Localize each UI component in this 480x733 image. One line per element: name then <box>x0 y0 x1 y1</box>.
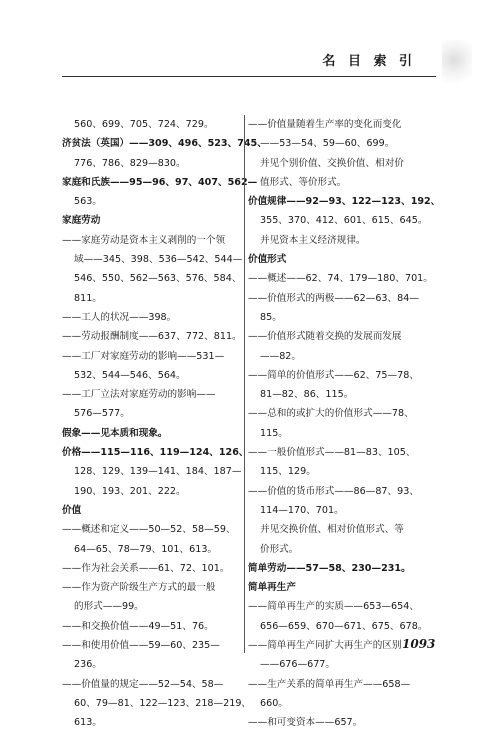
index-entry: 并见交换价值、相对价值形式、等 <box>260 524 404 536</box>
index-entry: 546、550、562—563、576、584、 <box>74 273 242 285</box>
index-entry: 64—65、78—79、101、613。 <box>74 543 218 555</box>
index-entry: 656—659、670—671、675、678。 <box>260 620 428 632</box>
index-heading: 简单劳动——57—58、230—231。 <box>248 562 411 574</box>
index-entry: ——价值形式随着交换的发展而发展 <box>248 331 402 343</box>
index-heading: 价值规律——92—93、122—123、192、 <box>248 196 441 208</box>
index-entry: ——总和的或扩大的价值形式——78、 <box>248 408 414 420</box>
index-entry: 并见资本主义经济规律。 <box>260 234 366 246</box>
index-entry: ——价值量随着生产率的变化而变化 <box>248 119 402 130</box>
index-entry: ——价值量的规定——52—54、58— <box>62 678 224 690</box>
index-column-left <box>62 115 267 733</box>
index-entry: 81—82、86、115。 <box>260 389 354 401</box>
index-entry: 811。 <box>74 292 102 304</box>
index-entry: ——和交换价值——49—51、76。 <box>62 620 214 632</box>
index-entry: 613。 <box>74 717 102 729</box>
index-entry: ——简单再生产的实质——653—654、 <box>248 601 419 613</box>
index-entry: ——一般价值形式——81—83、105、 <box>248 447 416 459</box>
index-entry: 值形式、等价形式。 <box>260 176 347 188</box>
index-entry: ——工厂对家庭劳动的影响——531— <box>62 350 225 362</box>
index-entry: ——家庭劳动是资本主义剥削的一个领 <box>62 234 226 246</box>
index-entry: 576—577。 <box>74 408 130 420</box>
index-entry: ——劳动报酬制度——637、772、811。 <box>62 331 242 343</box>
index-entry: ——作为资产阶级生产方式的最一般 <box>62 582 216 594</box>
index-entry: 的形式——99。 <box>74 601 144 613</box>
index-entry: 563。 <box>74 196 102 208</box>
index-heading: 简单再生产 <box>248 582 296 594</box>
page-number: 1093 <box>402 637 436 651</box>
index-entry: ——676—677。 <box>260 659 335 671</box>
index-heading: 价格——115—116、119—124、126、 <box>62 447 249 459</box>
index-entry: ——价值形式的两极——62—63、84— <box>248 292 419 304</box>
index-entry: 114—170、701。 <box>260 504 344 516</box>
index-entry: ——概述——62、74、179—180、701。 <box>248 273 433 285</box>
index-entry: ——简单再生产同扩大再生产的区别 <box>248 640 402 652</box>
index-entry: ——和使用价值——59—60、235— <box>62 640 220 652</box>
index-entry: ——生产关系的简单再生产——658— <box>248 678 411 690</box>
header-rule <box>62 76 436 77</box>
index-entry: ——价值的货币形式——86—87、93、 <box>248 485 419 497</box>
index-heading: 家庭和氏族——95—96、97、407、562— <box>62 176 258 188</box>
index-entry: 236。 <box>74 659 102 671</box>
index-entry: ——简单的价值形式——62、75—78、 <box>248 369 419 381</box>
index-entry: 776、786、829—830。 <box>74 157 186 169</box>
index-entry: ——82。 <box>260 350 301 362</box>
index-entry: 85。 <box>260 311 282 323</box>
index-entry: 560、699、705、724、729。 <box>74 119 214 130</box>
column-divider <box>244 115 245 653</box>
index-heading: 价值 <box>62 504 82 516</box>
index-entry: 115。 <box>260 427 288 439</box>
index-entry: 价形式。 <box>260 543 299 555</box>
index-entry: 355、370、412、601、615、645。 <box>260 215 428 227</box>
index-entry: ——53—54、59—60、699。 <box>260 138 395 150</box>
index-heading: 济贫法（英国）——309、496、523、745、 <box>62 138 267 150</box>
index-entry: 532、544—546、564。 <box>74 369 186 381</box>
index-entry: 域——345、398、536—542、544— <box>74 254 243 266</box>
index-entry: 60、79—81、122—123、218—219、 <box>74 697 252 709</box>
index-entry: 128、129、139—141、184、187— <box>74 466 242 478</box>
index-entry: ——工厂立法对家庭劳动的影响—— <box>62 389 216 401</box>
index-entry: 660。 <box>260 697 288 709</box>
index-entry: ——概述和定义——50—52、58—59、 <box>62 524 236 536</box>
index-entry: ——工人的状况——398。 <box>62 311 177 323</box>
index-entry: 并见个别价值、交换价值、相对价 <box>260 157 404 169</box>
running-header: 名 目 索 引 <box>322 54 416 69</box>
scan-artifact <box>442 40 472 90</box>
index-entry: ——和可变资本——657。 <box>248 717 363 729</box>
index-heading: 假象——见本质和现象。 <box>62 427 168 439</box>
index-entry: ——作为社会关系——61、72、101。 <box>62 562 230 574</box>
index-heading: 家庭劳动 <box>62 215 101 227</box>
index-heading: 价值形式 <box>248 254 287 266</box>
index-entry: 115、129。 <box>260 466 316 478</box>
index-entry: 190、193、201、222。 <box>74 485 186 497</box>
